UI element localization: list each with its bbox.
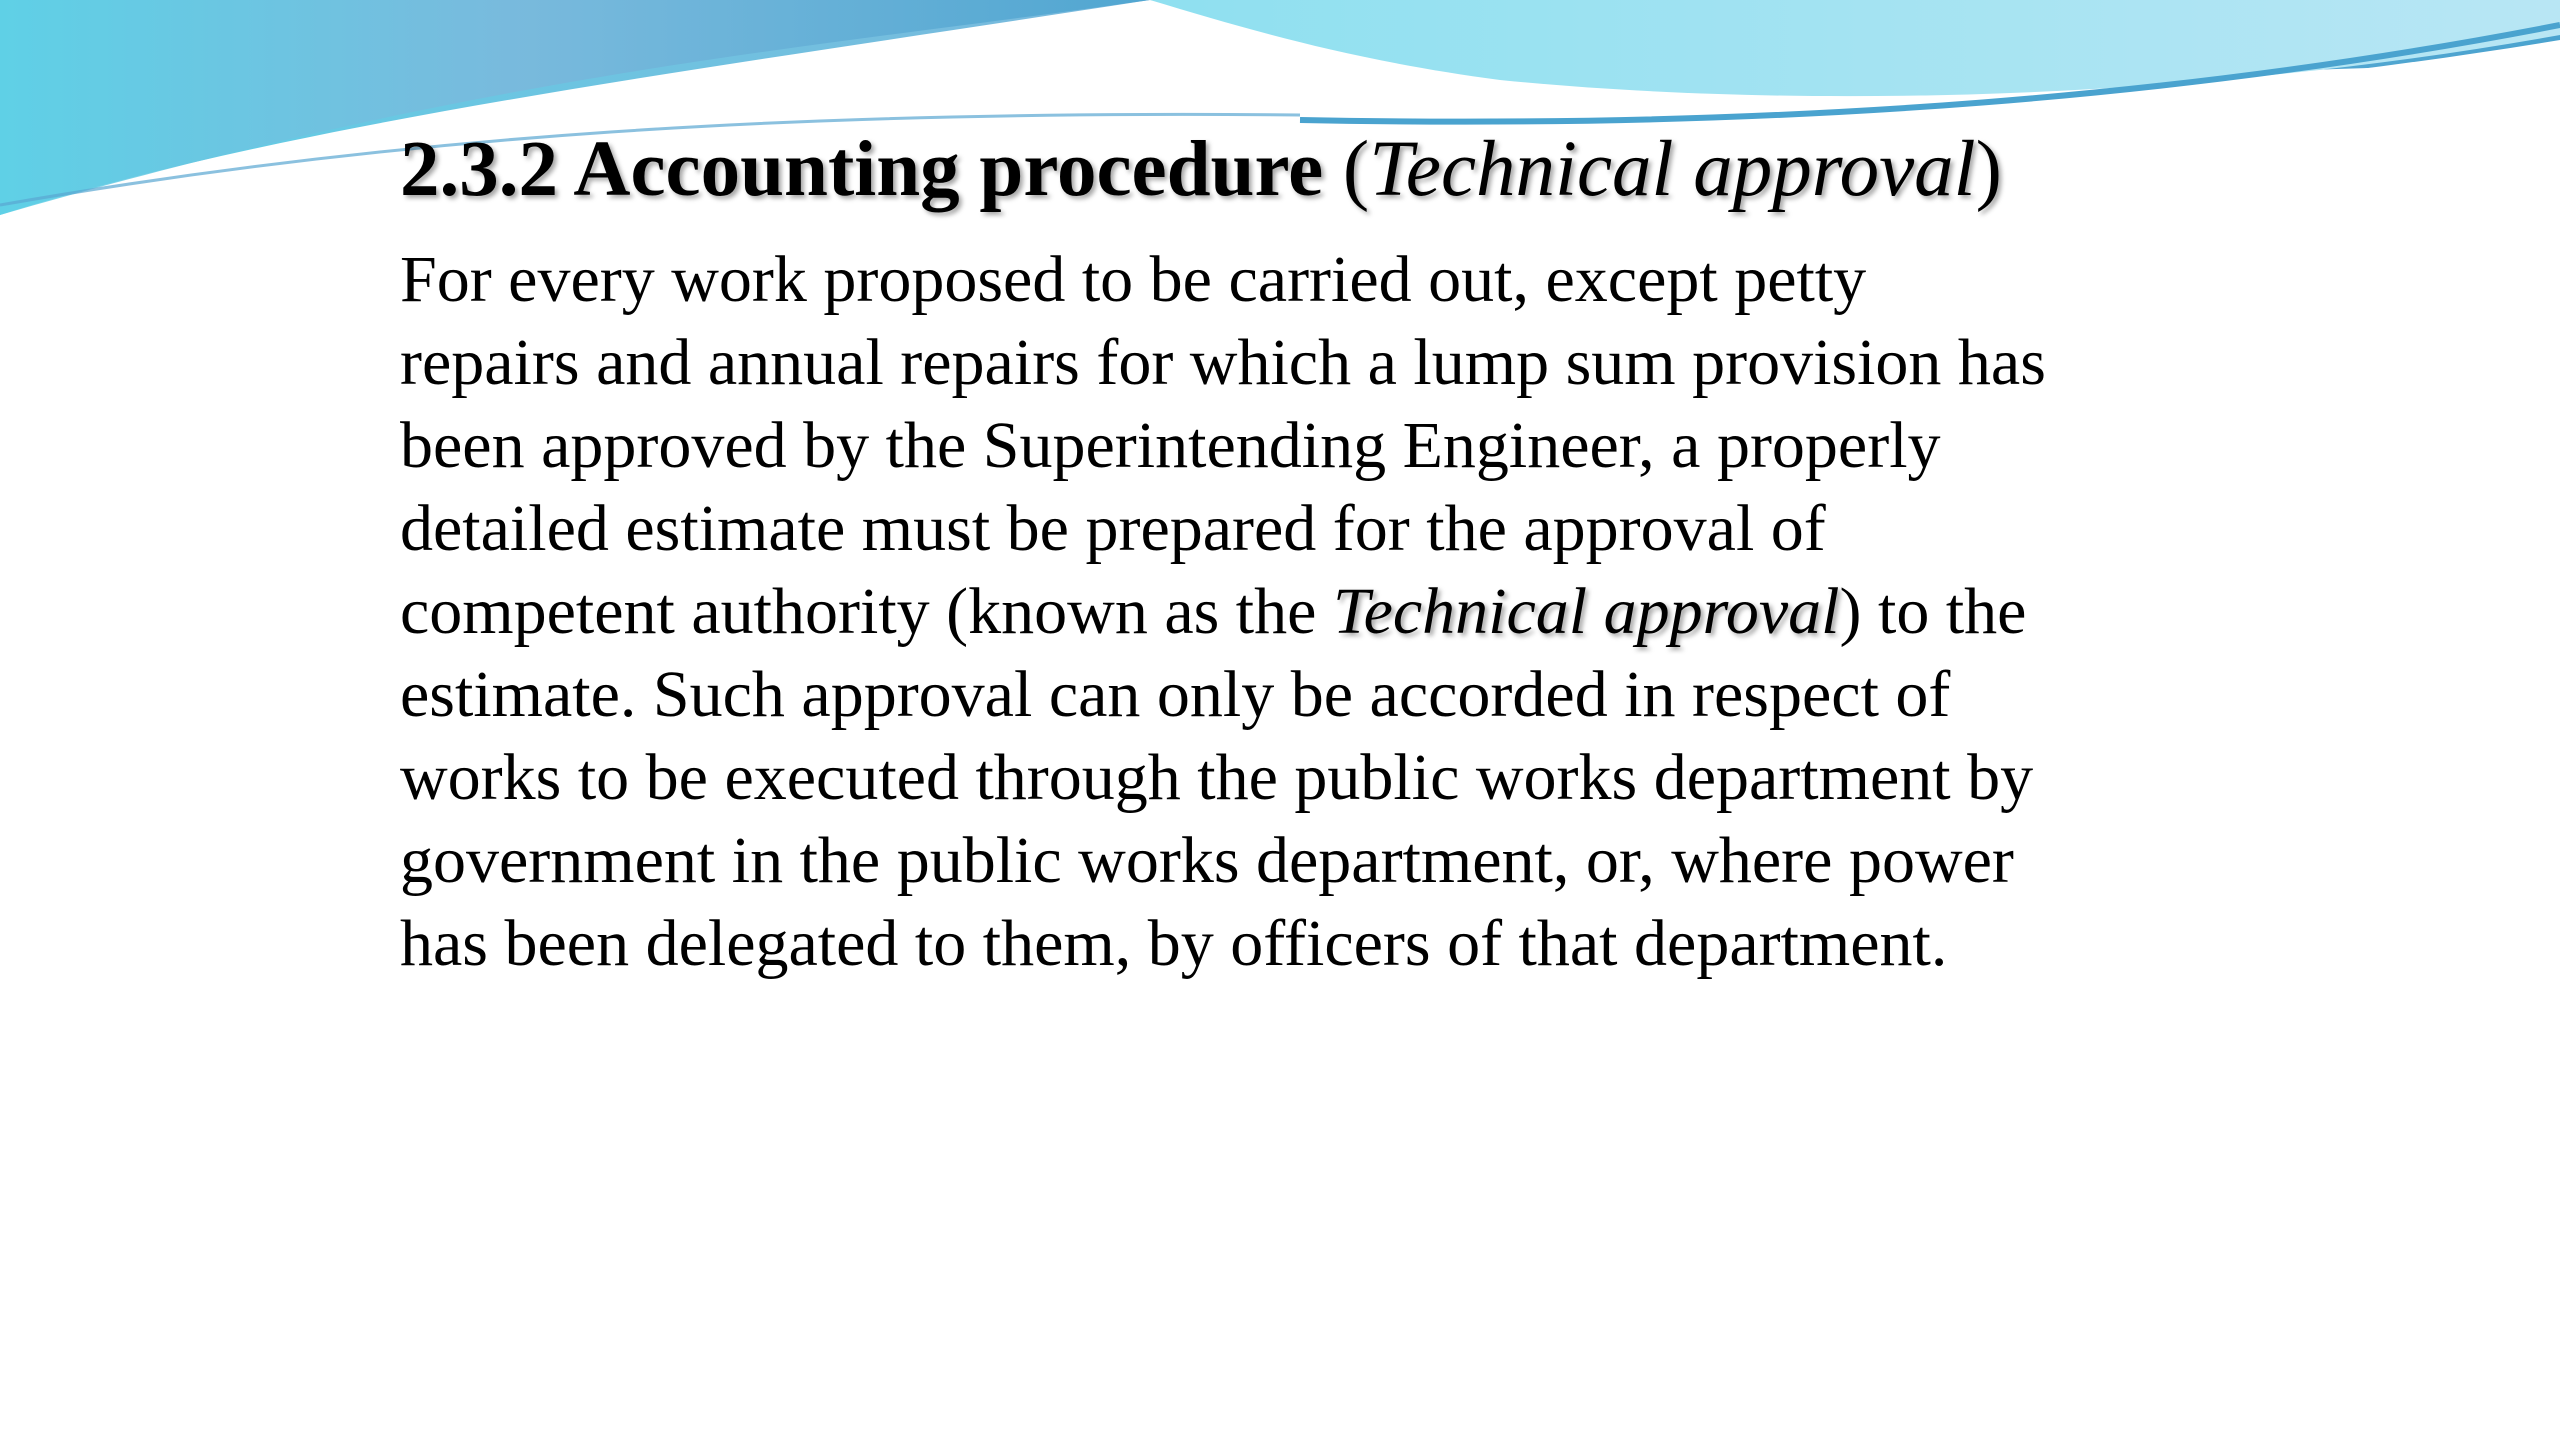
- body-line-7: works to be executed through the public works department by: [400, 741, 2034, 814]
- body-line-1: For every work proposed to be carried out, except petty: [400, 243, 1867, 316]
- body-line-8: government in the public works department, or, where power: [400, 824, 2014, 897]
- body-line-5-after: ) to the: [1839, 575, 2027, 648]
- title-open-paren: (: [1342, 126, 1370, 213]
- body-line-5: [400, 570, 2180, 653]
- slide-title: [400, 118, 2180, 222]
- title-text: 2.3.2 Accounting procedure: [400, 126, 1343, 213]
- body-line-4: detailed estimate must be prepared for the approval of: [400, 492, 1826, 565]
- title-emphasis: Technical approval: [1369, 126, 1976, 213]
- body-line-5-emphasis: Technical approval: [1332, 575, 1840, 648]
- body-line-5-before: competent authority (known as the: [400, 575, 1333, 648]
- body-line-2: repairs and annual repairs for which a lump sum provision has: [400, 326, 2046, 399]
- body-line-9: has been delegated to them, by officers of that department.: [400, 907, 1948, 980]
- body-line-3: been approved by the Superintending Engineer, a properly: [400, 409, 1941, 482]
- body-paragraph: [400, 238, 2180, 985]
- title-close-paren: ): [1975, 126, 2002, 213]
- body-line-6: estimate. Such approval can only be accorded in respect of: [400, 658, 1951, 731]
